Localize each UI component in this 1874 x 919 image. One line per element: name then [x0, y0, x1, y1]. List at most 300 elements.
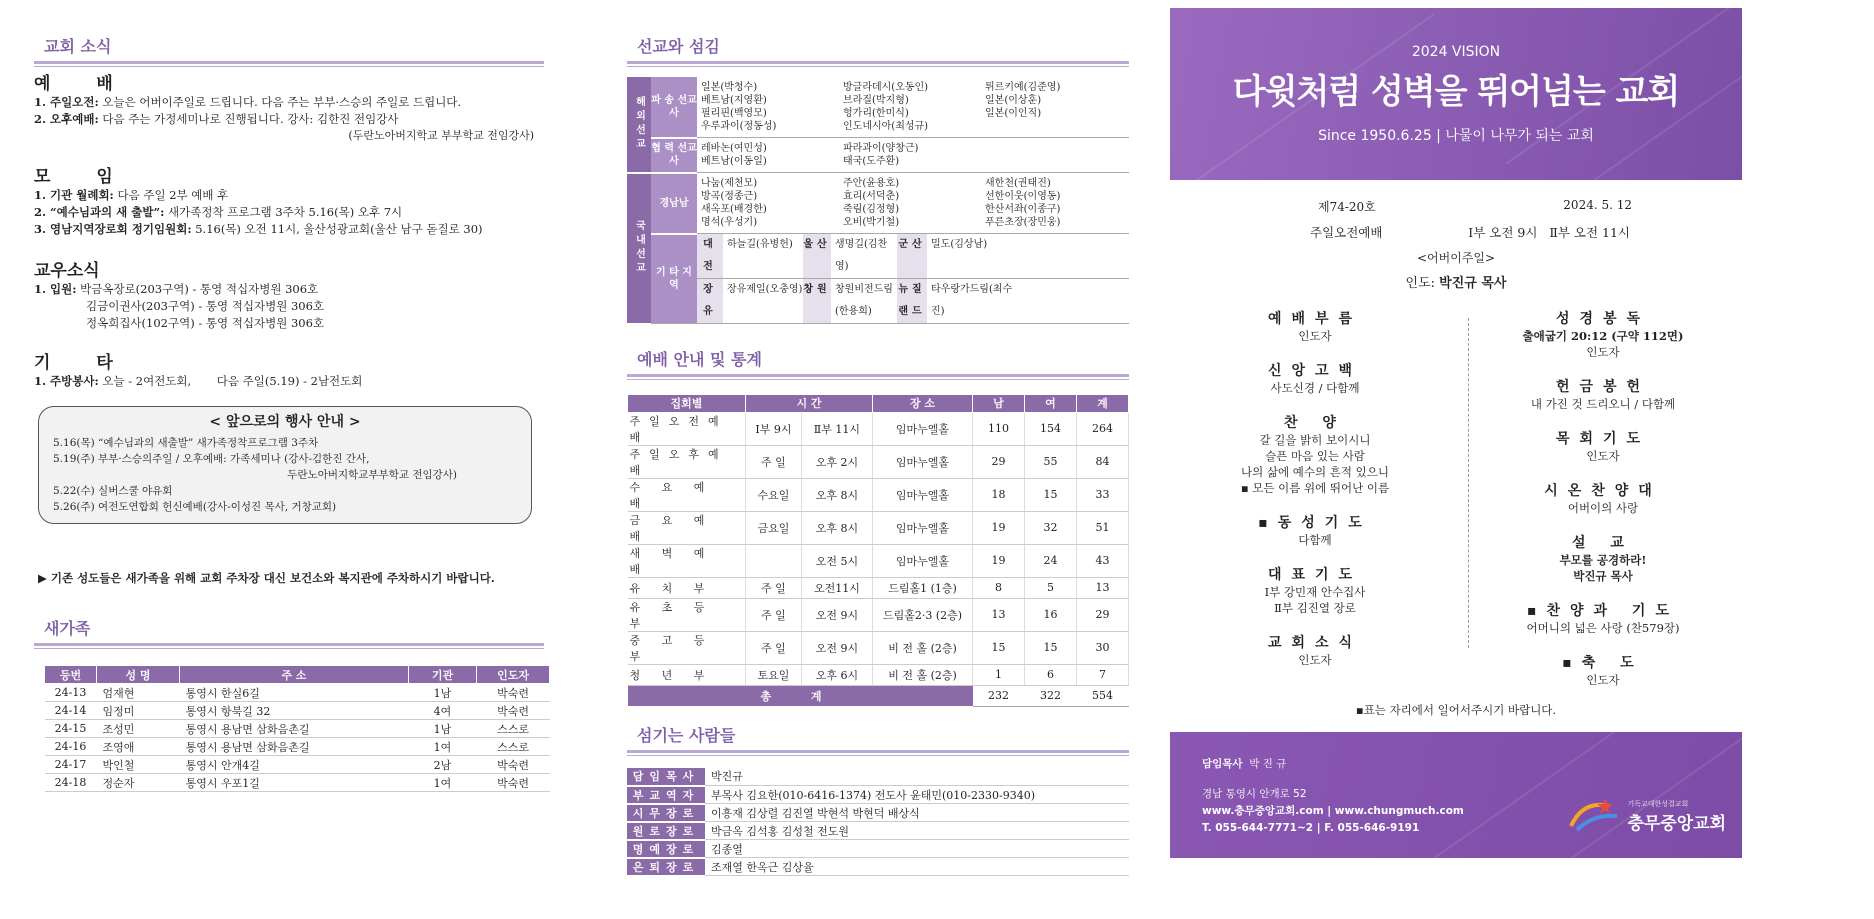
table-cell: 임마누엘홀 [873, 412, 973, 445]
missionary-name: 우루과이(정동성) [701, 121, 777, 132]
table-row [628, 511, 1129, 544]
leader-line [1170, 272, 1742, 291]
table-cell: 임정미 [96, 702, 179, 720]
members-line-3: 정옥희집사(102구역) - 통영 적십자병원 306호 [86, 316, 325, 330]
staff-role: 담임목사 [627, 768, 705, 786]
table-row [45, 756, 550, 774]
order-heading: 찬 양 [1284, 415, 1346, 431]
order-item [1488, 376, 1718, 412]
table-cell: Ⅰ부 9시 [746, 412, 802, 445]
order-item [1488, 480, 1718, 516]
label-overseas: 해외선교 [627, 77, 651, 173]
table-cell: 금 요 예 배 [628, 511, 746, 544]
region-label: 창원 [803, 279, 831, 323]
table-row [628, 412, 1129, 445]
table-cell: 통영시 용남면 삼화음촌길 [180, 738, 409, 756]
table-cell: 주 일 [746, 598, 802, 631]
missionary-name: 오비(박기철) [843, 217, 900, 228]
order-item [1200, 360, 1430, 396]
table-cell: 55 [1025, 445, 1077, 478]
total-male: 232 [973, 685, 1025, 706]
table-cell: 오후 8시 [801, 511, 872, 544]
order-heading: 시온찬양대 [1544, 483, 1662, 499]
worship-note: (두란노아버지학교 부부학교 전임강사) [348, 129, 534, 142]
table-cell: 통영시 한실6길 [180, 684, 409, 702]
missionary-name: 브라질(박지형) [843, 95, 909, 106]
table-cell: 154 [1025, 412, 1077, 445]
title-rule [627, 374, 1129, 380]
order-heading: 신앙고백 [1267, 363, 1363, 379]
missionary-name: 일본(박청수) [701, 82, 758, 93]
table-cell: 주일오후예배 [628, 445, 746, 478]
table-row [628, 664, 1129, 685]
region-label: 장유 [697, 279, 723, 323]
table-cell: 32 [1025, 511, 1077, 544]
table-row [45, 738, 550, 756]
staff-table [627, 768, 1129, 877]
church-logo [1567, 796, 1726, 836]
event-line: 5.19(주) 부부·스승의주일 / 오후예배: 가족세미나 (강사-김한진 간사, [53, 453, 370, 465]
region-church: 타우랑가드림(최수진) [931, 284, 1013, 317]
service-info [1170, 198, 1742, 291]
region-label: 뉴질랜드 [897, 279, 927, 323]
staff-row [627, 786, 1129, 804]
label-sent: 파 송 선교사 [651, 77, 697, 138]
section-title-mission: 선교와 섬김 [637, 37, 720, 56]
service-name: 주일오전예배 [1310, 225, 1383, 240]
table-cell: 1 [973, 664, 1025, 685]
region-row [697, 279, 1129, 324]
table-cell: 주일오전예배 [628, 412, 746, 445]
event-line: 5.26(주) 여전도연합회 헌신예배(강사-이성진 목사, 거창교회) [53, 501, 337, 513]
order-detail: Ⅰ부 강민재 안수집사 [1264, 585, 1366, 599]
missionary-name: 방글라데시(오동인) [843, 82, 929, 93]
table-cell: 유 초 등 부 [628, 598, 746, 631]
table-row [45, 774, 550, 792]
order-detail: 인도자 [1298, 653, 1332, 667]
region-church: 밀도(김상남) [931, 239, 988, 250]
order-item [1488, 308, 1718, 360]
title-rule [34, 61, 544, 67]
members-line-2: 김금이권사(203구역) - 통영 적십자병원 306호 [86, 299, 325, 313]
order-detail: Ⅱ부 김진열 장로 [1274, 601, 1356, 615]
table-row [628, 577, 1129, 598]
stand-note: ▪표는 자리에서 일어서주시기 바랍니다. [1355, 703, 1557, 717]
stats-table [627, 394, 1129, 707]
meeting-item-1: 1. 기관 월례회: 다음 주일 2부 예배 후 [34, 188, 229, 202]
order-heading: 목회기도 [1555, 431, 1651, 447]
missionary-name: 튀르키예(김준영) [985, 82, 1061, 93]
staff-role: 부교역자 [627, 786, 705, 804]
table-cell: 비 전 홀 (2층) [873, 631, 973, 664]
table-cell: 엄재현 [96, 684, 179, 702]
table-cell: 비 전 홀 (2층) [873, 664, 973, 685]
section-title-news: 교회 소식 [44, 37, 112, 56]
table-row [628, 544, 1129, 577]
missionary-name: 레바논(여민성) [701, 143, 767, 154]
table-cell: 29 [1077, 598, 1129, 631]
table-cell: 새 벽 예 배 [628, 544, 746, 577]
table-cell: 2남 [408, 756, 477, 774]
region-church: 생명길(김찬영) [835, 239, 888, 272]
order-item [1488, 428, 1718, 464]
event-line: 5.16(목) “예수님과의 새출발” 새가족정착프로그램 3주차 [53, 437, 319, 449]
col-header: 시 간 [746, 394, 873, 412]
table-row [628, 478, 1129, 511]
staff-row [627, 804, 1129, 822]
order-detail: 어머니의 넓은 사랑 (찬579장) [1526, 621, 1680, 635]
missionary-name: 헝가리(한미식) [843, 108, 909, 119]
staff-names: 조재열 한옥근 김상율 [705, 858, 1129, 876]
missionary-name: 푸른초장(장민웅) [985, 217, 1061, 228]
missionary-name: 베트남(이동일) [701, 156, 767, 167]
table-cell: 스스로 [477, 720, 550, 738]
col-header: 장 소 [873, 394, 973, 412]
event-line: 5.22(수) 실버스쿨 야유회 [53, 485, 173, 497]
col-header: 남 [973, 394, 1025, 412]
table-cell: 24-14 [45, 702, 97, 720]
table-cell: 24-18 [45, 774, 97, 792]
staff-names: 김종열 [705, 840, 1129, 858]
order-heading: 교회소식 [1267, 635, 1363, 651]
order-item [1488, 600, 1718, 636]
events-title: < 앞으로의 행사 안내 > [209, 414, 361, 430]
table-cell: 1여 [408, 738, 477, 756]
table-cell: 110 [973, 412, 1025, 445]
worship-item-1: 1. 주일오전: 오늘은 어버이주일로 드립니다. 다음 주는 부부·스승의 주일로 드립니다. [34, 95, 462, 109]
table-cell: 15 [973, 631, 1025, 664]
order-heading: ▪동성기도 [1258, 515, 1372, 531]
table-cell: 통영시 항북길 32 [180, 702, 409, 720]
label-other: 기 타 지 역 [651, 234, 697, 324]
table-cell: 수요일 [746, 478, 802, 511]
missionary-name: 베트남(지영환) [701, 95, 767, 106]
table-cell: 임마누엘홀 [873, 544, 973, 577]
missionary-name: 일본(이인직) [985, 108, 1042, 119]
service-times: Ⅰ부 오전 9시 Ⅱ부 오전 11시 [1468, 225, 1630, 240]
table-cell: 박숙련 [477, 774, 550, 792]
missionary-name: 효리(서덕춘) [843, 191, 900, 202]
order-item [1200, 632, 1430, 668]
table-cell: 7 [1077, 664, 1129, 685]
table-cell: 중 고 등 부 [628, 631, 746, 664]
table-cell: 8 [973, 577, 1025, 598]
table-cell: 13 [973, 598, 1025, 631]
table-cell: 264 [1077, 412, 1129, 445]
meeting-item-2: 2. “예수님과의 새 출발”: 새가족정착 프로그램 3주차 5.16(목) 오후 7시 [34, 205, 403, 219]
table-cell: 84 [1077, 445, 1129, 478]
staff-row [627, 840, 1129, 858]
table-cell: 스스로 [477, 738, 550, 756]
order-detail: 인도자 [1586, 673, 1620, 687]
table-cell: 조영애 [96, 738, 179, 756]
table-row [45, 702, 550, 720]
missionary-name: 방곡(정종근) [701, 191, 758, 202]
table-cell [746, 544, 802, 577]
table-cell: 24-13 [45, 684, 97, 702]
order-detail: 내 가진 것 드리오니 / 다함께 [1530, 397, 1676, 411]
meeting-item-3: 3. 영남지역장로회 정기임원회: 5.16(목) 오전 11시, 울산성광교회(울산 남구 돋질로 30) [34, 222, 483, 236]
total-female: 322 [1025, 685, 1077, 706]
col-header: 계 [1077, 394, 1129, 412]
staff-role: 명예장로 [627, 840, 705, 858]
region-church: 창원비전드림(한용희) [835, 284, 893, 317]
service-theme: <어버이주일> [1416, 251, 1496, 265]
column-news [34, 34, 544, 792]
vision-slogan: 다윗처럼 성벽을 뛰어넘는 교회 [1232, 72, 1680, 112]
vision-year: 2024 VISION [1411, 44, 1501, 60]
issue-number: 제74-20호 [1318, 200, 1376, 214]
etc-line: 1. 주방봉사: 오늘 - 2여전도회, 다음 주일(5.19) - 2남전도회 [34, 374, 363, 388]
parking-notice: ▶ 기존 성도들은 새가족을 위해 교회 주차장 대신 보건소와 복지관에 주차하시기 바랍니다. [38, 571, 495, 585]
missionary-name: 파라과이(양창근) [843, 143, 919, 154]
event-line: 두란노아버지학교부부학교 전임강사) [287, 469, 457, 481]
staff-names: 이흥재 김상렬 김진열 박현석 박현덕 배상식 [705, 804, 1129, 822]
gyeongnam-churches [697, 173, 1129, 234]
order-detail: 인도자 [1298, 329, 1332, 343]
col-header: 집회별 [628, 394, 746, 412]
vision-banner [1170, 8, 1742, 180]
order-detail: ▪ 모든 이름 위에 뛰어난 이름 [1240, 481, 1390, 495]
order-heading: 예배부름 [1267, 311, 1363, 327]
table-row [628, 631, 1129, 664]
missionary-name: 새한천(권태진) [985, 178, 1051, 189]
staff-row [627, 768, 1129, 786]
order-item [1200, 308, 1430, 344]
missionary-name: 선한이웃(이영동) [985, 191, 1061, 202]
missionary-name: 일본(이상훈) [985, 95, 1042, 106]
table-cell: 오후 2시 [801, 445, 872, 478]
phone: T. 055-644-7771~2 | F. 055-646-9191 [1202, 822, 1420, 834]
staff-row [627, 822, 1129, 840]
table-cell: 임마누엘홀 [873, 511, 973, 544]
staff-names: 부목사 김요한(010-6416-1374) 전도사 윤태민(010-2330-9340) [705, 786, 1129, 804]
total-label: 총 계 [628, 685, 973, 706]
order-heading: ▪찬양과 기도 [1527, 603, 1679, 619]
col-header: 기관 [408, 666, 477, 684]
table-cell: 오전 9시 [801, 631, 872, 664]
table-cell: 수 요 예 배 [628, 478, 746, 511]
order-detail: 슬픈 마음 있는 사람 [1265, 449, 1365, 463]
table-cell: 박숙련 [477, 756, 550, 774]
heading-meeting: 모 임 [34, 167, 133, 187]
missionary-name [985, 120, 1125, 133]
table-cell: 통영시 안개4길 [180, 756, 409, 774]
table-cell: 통영시 우포1길 [180, 774, 409, 792]
missionary-name: 새옥포(배경한) [701, 204, 767, 215]
events-box [38, 406, 532, 524]
address: 경남 통영시 안개로 52 [1202, 788, 1307, 800]
table-cell: 금요일 [746, 511, 802, 544]
missionary-name: 주안(윤용호) [843, 178, 900, 189]
column-bulletin [1170, 8, 1742, 858]
pastor-label: 담임목사 [1202, 758, 1243, 770]
partner-missionaries [697, 138, 1129, 173]
staff-role: 원로장로 [627, 822, 705, 840]
order-left-column [1200, 308, 1430, 684]
divider [1468, 318, 1469, 648]
members-line-1: 1. 입원: 박금옥장로(203구역) - 통영 적십자병원 306호 [34, 282, 319, 296]
missionary-name: 인도네시아(최성규) [843, 121, 929, 132]
staff-role: 은퇴장로 [627, 858, 705, 876]
order-item [1200, 412, 1430, 496]
section-title-stats: 예배 안내 및 통계 [637, 349, 762, 369]
table-cell: 16 [1025, 598, 1077, 631]
order-detail: 다함께 [1298, 533, 1332, 547]
table-row [45, 720, 550, 738]
table-cell: 18 [973, 478, 1025, 511]
label-gyeongnam: 경남남 [651, 173, 697, 234]
staff-names: 박진규 [705, 768, 1129, 786]
missionary-name: 명석(우성기) [701, 217, 758, 228]
missionary-name [985, 142, 1125, 155]
table-cell: 24 [1025, 544, 1077, 577]
col-header: 여 [1025, 394, 1077, 412]
order-right-column [1488, 308, 1718, 704]
table-cell: 박숙련 [477, 684, 550, 702]
table-cell: 임마누엘홀 [873, 478, 973, 511]
table-cell: 오전 5시 [801, 544, 872, 577]
order-detail: 부모를 공경하라! [1559, 553, 1647, 567]
table-cell: 15 [1025, 478, 1077, 511]
label-domestic: 국내선교 [627, 173, 651, 324]
col-header: 주 소 [180, 666, 409, 684]
missionary-name: 필리핀(백영모) [701, 108, 767, 119]
table-cell: 오전11시 [801, 577, 872, 598]
heading-worship: 예 배 [34, 74, 133, 94]
table-cell: 드림홀2·3 (2층) [873, 598, 973, 631]
table-cell: 24-17 [45, 756, 97, 774]
newcomers-table [44, 665, 550, 792]
table-cell: 19 [973, 544, 1025, 577]
region-church: 장유제일(오충영) [727, 284, 803, 295]
church-logo-icon [1567, 796, 1621, 836]
table-cell: 1여 [408, 774, 477, 792]
table-cell: 주 일 [746, 445, 802, 478]
order-detail: 인도자 [1586, 449, 1620, 463]
table-row [45, 684, 550, 702]
table-row [628, 598, 1129, 631]
table-cell: 오후 6시 [801, 664, 872, 685]
table-cell: 24-16 [45, 738, 97, 756]
table-cell: 오전 9시 [801, 598, 872, 631]
table-cell: Ⅱ부 11시 [801, 412, 872, 445]
order-detail: 사도신경 / 다함께 [1270, 381, 1360, 395]
table-cell: 박숙련 [477, 702, 550, 720]
staff-role: 시무장로 [627, 804, 705, 822]
table-cell: 15 [1025, 631, 1077, 664]
table-cell: 정순자 [96, 774, 179, 792]
table-cell: 30 [1077, 631, 1129, 664]
order-heading: 헌금봉헌 [1555, 379, 1651, 395]
order-heading: ▪축 도 [1562, 655, 1644, 671]
table-cell: 33 [1077, 478, 1129, 511]
col-header: 인도자 [477, 666, 550, 684]
table-row [628, 445, 1129, 478]
website: www.충무중앙교회.com | www.chungmuch.com [1202, 805, 1464, 817]
missionary-name: 나눔(제천모) [701, 178, 758, 189]
region-row [697, 234, 1129, 279]
church-name: 충무중앙교회 [1627, 813, 1726, 834]
table-cell: 박인철 [96, 756, 179, 774]
order-item [1200, 564, 1430, 616]
table-cell: 6 [1025, 664, 1077, 685]
table-cell: 4여 [408, 702, 477, 720]
table-cell: 1남 [408, 684, 477, 702]
pastor-name: 박 진 규 [1249, 758, 1287, 770]
leader-label: 인도: [1405, 276, 1436, 291]
order-item [1488, 532, 1718, 584]
missionary-name: 죽림(김정형) [843, 204, 900, 215]
section-title-staff: 섬기는 사람들 [637, 725, 736, 745]
label-partner: 협 력 선교사 [651, 138, 697, 173]
table-cell: 24-15 [45, 720, 97, 738]
table-cell: 13 [1077, 577, 1129, 598]
table-cell: 통영시 용남면 삼화음촌길 [180, 720, 409, 738]
col-header: 성 명 [96, 666, 179, 684]
table-cell: 오후 8시 [801, 478, 872, 511]
missionary-name: 한산서좌(이종구) [985, 204, 1061, 215]
order-detail: 출애굽기 20:12 (구약 112면) [1522, 329, 1684, 343]
order-heading: 설 교 [1572, 535, 1634, 551]
table-cell: 5 [1025, 577, 1077, 598]
col-header: 등번 [45, 666, 97, 684]
bulletin-date: 2024. 5. 12 [1563, 198, 1632, 212]
region-label: 대전 [697, 234, 723, 278]
table-cell: 토요일 [746, 664, 802, 685]
heading-etc: 기 타 [34, 353, 133, 373]
sent-missionaries [697, 77, 1129, 138]
table-cell: 1남 [408, 720, 477, 738]
order-detail: 박진규 목사 [1573, 569, 1633, 583]
heading-members: 교우소식 [34, 261, 100, 281]
order-heading: 대표기도 [1267, 567, 1363, 583]
table-cell: 청 년 부 [628, 664, 746, 685]
leader-name: 박진규 목사 [1439, 276, 1507, 291]
order-detail: 갈 길을 밝히 보이시니 [1259, 433, 1371, 447]
order-item [1200, 512, 1430, 548]
table-cell: 드림홀1 (1층) [873, 577, 973, 598]
table-cell: 유 치 부 [628, 577, 746, 598]
pastor-line [1202, 756, 1286, 773]
table-cell: 조성민 [96, 720, 179, 738]
missionary-name: 태국(도주환) [843, 156, 900, 167]
table-cell: 임마누엘홀 [873, 445, 973, 478]
order-detail: 어버이의 사랑 [1567, 501, 1639, 515]
table-cell: 43 [1077, 544, 1129, 577]
region-label: 울산 [803, 234, 831, 278]
table-cell: 주 일 [746, 631, 802, 664]
worship-item-2: 2. 오후예배: 다음 주는 가정세미나로 진행됩니다. 강사: 김한진 전임강사 [34, 112, 399, 126]
total-sum: 554 [1077, 685, 1129, 706]
title-rule [34, 643, 544, 649]
order-heading: 성경봉독 [1555, 311, 1651, 327]
column-mission [627, 34, 1129, 877]
church-denomination: 기독교대한성결교회 [1627, 799, 1689, 808]
order-detail: 나의 삶에 예수의 흔적 있으니 [1241, 465, 1389, 479]
mission-table [627, 77, 1129, 325]
order-detail: 인도자 [1586, 345, 1620, 359]
section-title-newcomers: 새가족 [44, 619, 91, 638]
staff-row [627, 858, 1129, 876]
region-church: 하늘길(유병헌) [727, 239, 793, 250]
title-rule [627, 750, 1129, 756]
missionary-name [985, 155, 1125, 168]
table-cell: 주 일 [746, 577, 802, 598]
title-rule [627, 61, 1129, 67]
since-line: Since 1950.6.25 | 나물이 나무가 되는 교회 [1318, 128, 1594, 144]
footer [1170, 732, 1742, 858]
